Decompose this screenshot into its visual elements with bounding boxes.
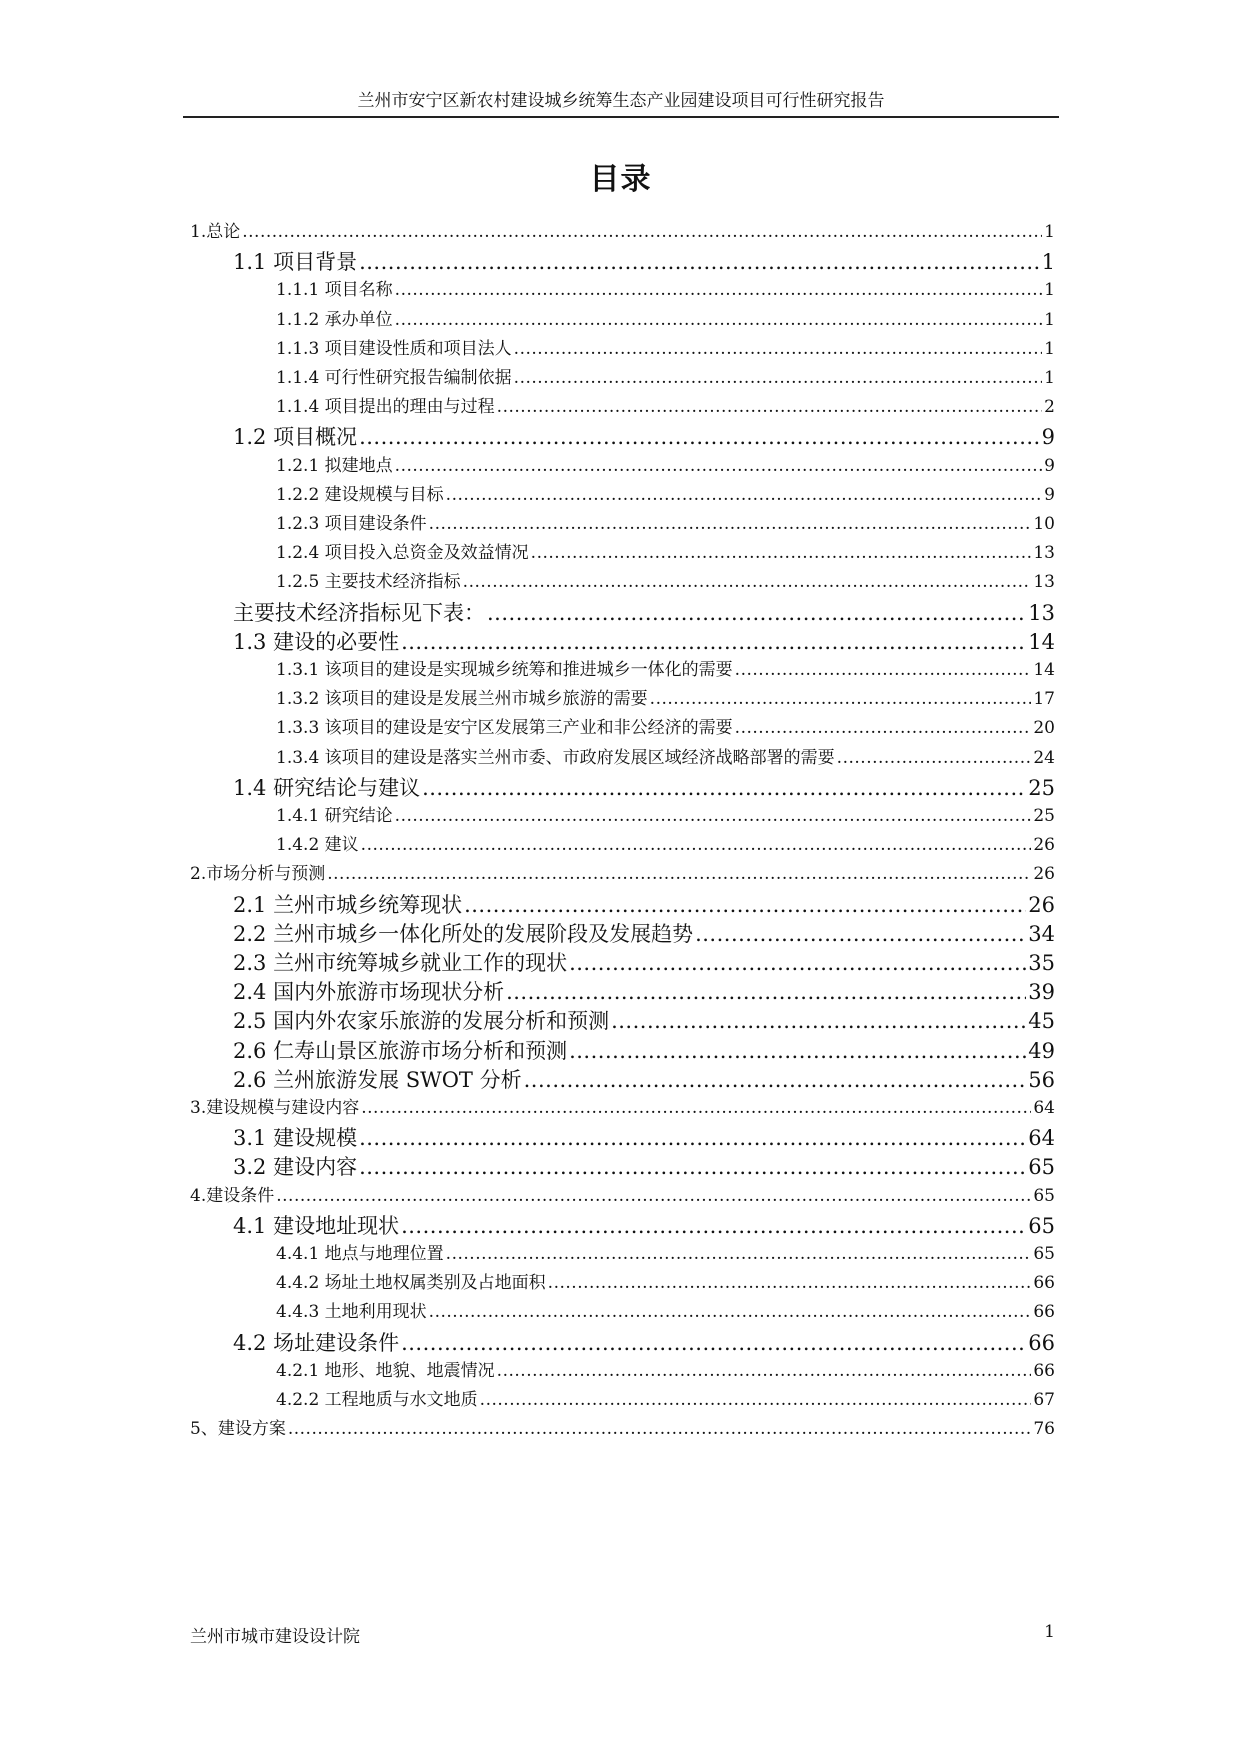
- toc-entry-label: 4.建设条件: [190, 1185, 275, 1206]
- toc-entry-label: 4.2.1 地形、地貌、地震情况: [276, 1360, 495, 1381]
- toc-entry-label: 1.4.2 建议: [276, 835, 359, 856]
- toc-entry-page: 25: [1033, 806, 1055, 826]
- toc-dot-leader: [361, 835, 1032, 853]
- toc-entry[interactable]: [233, 1210, 1055, 1240]
- toc-entry[interactable]: [233, 421, 1055, 451]
- toc-dot-leader: [524, 1068, 1027, 1090]
- toc-entry[interactable]: [233, 1035, 1055, 1065]
- toc-entry-label: 4.4.1 地点与地理位置: [276, 1244, 444, 1264]
- toc-entry[interactable]: [190, 1414, 1055, 1439]
- toc-entry-page: 49: [1028, 1038, 1055, 1063]
- toc-entry[interactable]: [233, 976, 1055, 1006]
- toc-dot-leader: [650, 689, 1032, 707]
- toc-entry[interactable]: [276, 830, 1055, 855]
- toc-dot-leader: [497, 397, 1043, 415]
- toc-entry-page: 66: [1033, 1360, 1055, 1381]
- toc-dot-leader: [395, 280, 1043, 298]
- toc-entry-page: 26: [1028, 892, 1055, 917]
- toc-dot-leader: [401, 1214, 1026, 1236]
- toc-entry-page: 1: [1044, 280, 1055, 301]
- toc-entry-page: 25: [1028, 775, 1055, 800]
- toc-dot-leader: [837, 748, 1032, 766]
- toc-entry[interactable]: [276, 392, 1055, 417]
- toc-entry-label: 4.1 建设地址现状: [233, 1213, 400, 1238]
- toc-dot-leader: [327, 864, 1031, 882]
- toc-entry-page: 9: [1044, 484, 1055, 505]
- toc-entry-page: 26: [1033, 864, 1055, 885]
- toc-entry[interactable]: [276, 480, 1055, 505]
- toc-entry-page: 35: [1028, 951, 1055, 975]
- toc-entry[interactable]: [276, 275, 1055, 300]
- toc-entry-page: 9: [1041, 425, 1055, 450]
- toc-entry-page: 24: [1033, 747, 1055, 768]
- toc-entry-page: 13: [1033, 572, 1055, 593]
- toc-entry-page: 14: [1028, 629, 1055, 654]
- toc-entry-page: 13: [1028, 600, 1055, 625]
- toc-entry-label: 2.2 兰州市城乡一体化所处的发展阶段及发展趋势: [233, 921, 694, 946]
- footer-organization: 兰州市城市建设设计院: [190, 1627, 360, 1647]
- toc-dot-leader: [401, 630, 1026, 652]
- toc-dot-leader: [611, 1009, 1026, 1031]
- toc-entry-label: 1.1.3 项目建设性质和项目法人: [276, 338, 512, 359]
- toc-entry[interactable]: [276, 684, 1055, 709]
- toc-entry[interactable]: [276, 334, 1055, 359]
- toc-dot-leader: [497, 1361, 1032, 1379]
- toc-entry-label: 2.4 国内外旅游市场现状分析: [233, 980, 505, 1005]
- toc-entry-label: 4.2 场址建设条件: [233, 1330, 400, 1355]
- toc-entry[interactable]: [276, 713, 1055, 738]
- toc-entry-page: 20: [1033, 718, 1055, 739]
- toc-entry[interactable]: [233, 1005, 1055, 1035]
- toc-entry-label: 1.2.4 项目投入总资金及效益情况: [276, 543, 529, 564]
- toc-entry[interactable]: [276, 1356, 1055, 1381]
- toc-entry-page: 65: [1028, 1155, 1055, 1180]
- toc-entry-label: 2.3 兰州市统筹城乡就业工作的现状: [233, 951, 568, 975]
- toc-entry[interactable]: [190, 1181, 1055, 1206]
- toc-dot-leader: [359, 425, 1040, 447]
- toc-dot-leader: [359, 250, 1040, 272]
- toc-dot-leader: [395, 806, 1032, 824]
- toc-dot-leader: [480, 1390, 1032, 1408]
- toc-entry-label: 3.1 建设规模: [233, 1126, 358, 1151]
- toc-entry-page: 13: [1033, 543, 1055, 564]
- toc-entry-label: 主要技术经济指标见下表：: [233, 600, 485, 625]
- page-footer: [190, 1622, 1055, 1648]
- toc-dot-leader: [464, 893, 1026, 915]
- toc-entry-page: 9: [1044, 455, 1055, 476]
- toc-entry[interactable]: [276, 1268, 1055, 1293]
- toc-entry[interactable]: [233, 772, 1055, 802]
- toc-entry-label: 1.4.1 研究结论: [276, 806, 393, 826]
- toc-entry[interactable]: [276, 1239, 1055, 1264]
- toc-entry-page: 67: [1033, 1390, 1055, 1410]
- toc-entry[interactable]: [190, 217, 1055, 242]
- toc-entry-label: 2.市场分析与预测: [190, 864, 326, 885]
- toc-dot-leader: [288, 1419, 1032, 1437]
- toc-entry-page: 65: [1033, 1244, 1055, 1264]
- toc-entry-label: 1.1.2 承办单位: [276, 309, 393, 330]
- toc-entry-page: 14: [1033, 660, 1055, 680]
- toc-entry-page: 56: [1028, 1067, 1055, 1092]
- toc-dot-leader: [359, 1126, 1026, 1148]
- toc-dot-leader: [361, 1098, 1031, 1116]
- toc-entry-page: 66: [1033, 1273, 1055, 1294]
- toc-entry-page: 64: [1033, 1098, 1055, 1118]
- toc-dot-leader: [395, 456, 1043, 474]
- toc-entry-page: 17: [1033, 689, 1055, 710]
- toc-entry-label: 1.1.4 项目提出的理由与过程: [276, 397, 495, 418]
- toc-entry[interactable]: [276, 1385, 1055, 1410]
- toc-dot-leader: [695, 922, 1026, 944]
- toc-dot-leader: [569, 951, 1026, 973]
- toc-entry[interactable]: [233, 246, 1055, 276]
- toc-entry-label: 1.3.1 该项目的建设是实现城乡统筹和推进城乡一体化的需要: [276, 660, 733, 680]
- toc-dot-leader: [514, 368, 1043, 386]
- toc-entry-page: 66: [1033, 1302, 1055, 1323]
- toc-dot-leader: [276, 1186, 1031, 1204]
- toc-entry[interactable]: [276, 305, 1055, 330]
- toc-entry-label: 2.6 仁寿山景区旅游市场分析和预测: [233, 1038, 568, 1063]
- toc-entry[interactable]: [233, 1064, 1055, 1094]
- toc-entry-label: 1.1.1 项目名称: [276, 280, 393, 301]
- toc-entry-page: 65: [1028, 1213, 1055, 1238]
- toc-entry[interactable]: [276, 567, 1055, 592]
- toc-dot-leader: [548, 1273, 1032, 1291]
- toc-entry-label: 1.3.3 该项目的建设是安宁区发展第三产业和非公经济的需要: [276, 718, 733, 739]
- toc-entry[interactable]: [276, 1297, 1055, 1322]
- toc-entry-page: 1: [1044, 338, 1055, 359]
- toc-entry[interactable]: [190, 859, 1055, 884]
- toc-entry[interactable]: [276, 509, 1055, 534]
- toc-dot-leader: [359, 1155, 1026, 1177]
- toc-entry-label: 1.1 项目背景: [233, 250, 358, 275]
- toc-entry-label: 4.4.2 场址土地权属类别及占地面积: [276, 1273, 546, 1294]
- toc-entry-page: 1: [1044, 368, 1055, 388]
- toc-dot-leader: [463, 572, 1032, 590]
- toc-entry-label: 1.2 项目概况: [233, 425, 358, 450]
- toc-entry-label: 1.2.1 拟建地点: [276, 455, 393, 476]
- toc-entry-label: 3.建设规模与建设内容: [190, 1098, 360, 1118]
- toc-entry-label: 1.2.2 建设规模与目标: [276, 484, 444, 505]
- toc-entry-page: 26: [1033, 835, 1055, 856]
- page-header: [183, 90, 1059, 118]
- toc-entry[interactable]: [276, 451, 1055, 476]
- toc-heading: 目录: [589, 162, 652, 197]
- toc-entry-page: 10: [1033, 514, 1055, 534]
- toc-dot-leader: [506, 980, 1026, 1002]
- toc-entry-label: 3.2 建设内容: [233, 1155, 358, 1180]
- toc-entry-label: 2.1 兰州市城乡统筹现状: [233, 892, 463, 917]
- toc-entry-label: 5、建设方案: [190, 1419, 286, 1440]
- toc-entry-page: 34: [1028, 921, 1055, 946]
- toc-entry[interactable]: [276, 743, 1055, 768]
- toc-entry[interactable]: [233, 918, 1055, 948]
- toc-dot-leader: [569, 1039, 1026, 1061]
- toc-dot-leader: [735, 660, 1032, 678]
- toc-entry-label: 2.6 兰州旅游发展 SWOT 分析: [233, 1067, 522, 1092]
- toc-entry[interactable]: [233, 1122, 1055, 1152]
- toc-entry-page: 64: [1028, 1126, 1055, 1151]
- toc-dot-leader: [242, 222, 1042, 240]
- toc-dot-leader: [446, 485, 1043, 503]
- toc-entry-label: 4.2.2 工程地质与水文地质: [276, 1390, 478, 1410]
- toc-entry-label: 1.2.3 项目建设条件: [276, 514, 427, 534]
- toc-dot-leader: [429, 1302, 1032, 1320]
- toc-entry-page: 1: [1041, 250, 1055, 275]
- toc-entry[interactable]: [233, 597, 1055, 627]
- toc-dot-leader: [395, 310, 1043, 328]
- report-title: 兰州市安宁区新农村建设城乡统筹生态产业园建设项目可行性研究报告: [357, 91, 885, 111]
- toc-entry[interactable]: [276, 363, 1055, 388]
- toc-entry-label: 1.总论: [190, 222, 241, 242]
- toc-entry-label: 1.3 建设的必要性: [233, 629, 400, 654]
- toc-entry-page: 45: [1028, 1009, 1055, 1034]
- toc-entry-page: 76: [1033, 1419, 1055, 1440]
- toc-dot-leader: [422, 776, 1026, 798]
- toc-entry-label: 1.3.2 该项目的建设是发展兰州市城乡旅游的需要: [276, 689, 648, 710]
- toc-dot-leader: [446, 1244, 1032, 1262]
- toc-entry[interactable]: [276, 655, 1055, 680]
- toc-dot-leader: [531, 543, 1032, 561]
- toc-entry-label: 4.4.3 土地利用现状: [276, 1302, 427, 1323]
- toc-dot-leader: [514, 339, 1043, 357]
- toc-entry-label: 1.3.4 该项目的建设是落实兰州市委、市政府发展区域经济战略部署的需要: [276, 747, 835, 768]
- toc-entry[interactable]: [233, 626, 1055, 656]
- toc-entry-page: 66: [1028, 1330, 1055, 1355]
- toc-entry[interactable]: [233, 947, 1055, 977]
- toc-entry[interactable]: [233, 889, 1055, 919]
- toc-entry[interactable]: [276, 538, 1055, 563]
- footer-page-number: 1: [1044, 1622, 1055, 1642]
- toc-entry-label: 1.2.5 主要技术经济指标: [276, 572, 461, 593]
- toc-entry-label: 2.5 国内外农家乐旅游的发展分析和预测: [233, 1009, 610, 1034]
- toc-entry-label: 1.1.4 可行性研究报告编制依据: [276, 368, 512, 388]
- toc-entry-label: 1.4 研究结论与建议: [233, 775, 421, 800]
- toc-dot-leader: [429, 514, 1032, 532]
- toc-entry-page: 1: [1044, 309, 1055, 330]
- toc-entry[interactable]: [276, 801, 1055, 826]
- toc-entry-page: 1: [1044, 222, 1055, 242]
- toc-dot-leader: [735, 718, 1032, 736]
- toc-entry-page: 65: [1033, 1185, 1055, 1206]
- toc-entry-page: 2: [1044, 397, 1055, 418]
- toc-entry[interactable]: [233, 1327, 1055, 1357]
- toc-entry[interactable]: [233, 1151, 1055, 1181]
- toc-dot-leader: [487, 601, 1026, 623]
- toc-dot-leader: [401, 1331, 1026, 1353]
- toc-entry[interactable]: [190, 1093, 1055, 1118]
- toc-entry-page: 39: [1028, 980, 1055, 1005]
